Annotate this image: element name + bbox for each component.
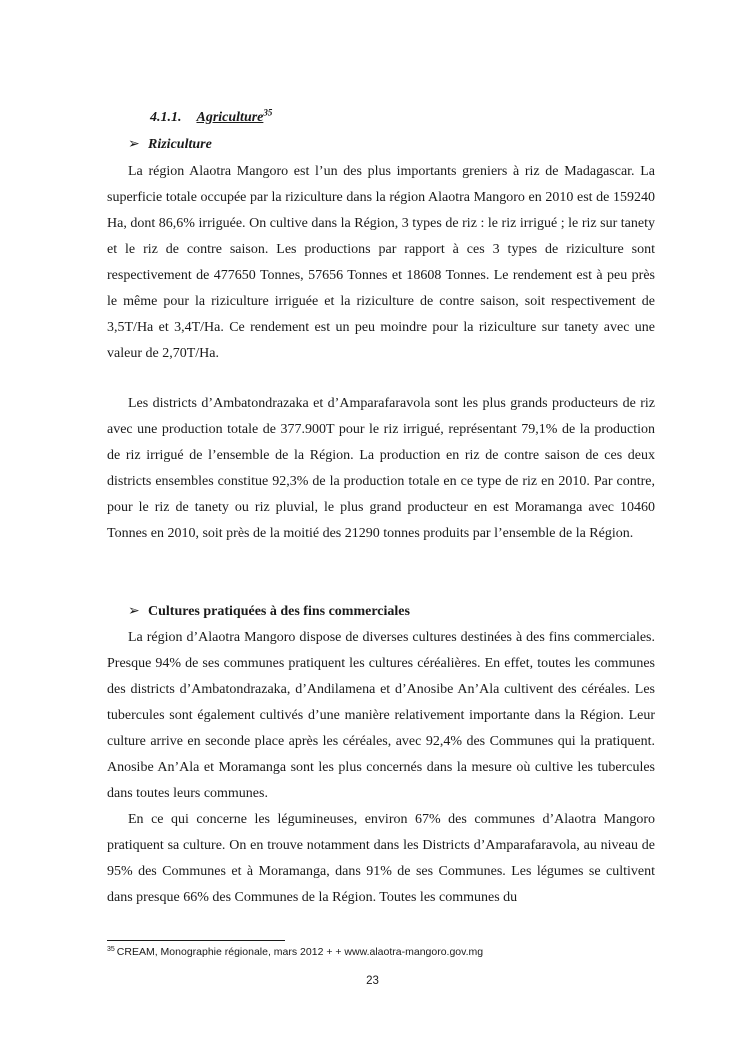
footnote-reference[interactable]: 35: [263, 107, 273, 118]
footnote-text: CREAM, Monographie régionale, mars 2012 + + www.alaotra-mangoro.gov.mg: [116, 946, 484, 958]
page-number: 23: [366, 975, 379, 987]
bullet-cultures-label: Cultures pratiquées à des fins commerciales: [148, 604, 410, 619]
section-number: 4.1.1.: [150, 110, 182, 125]
arrow-bullet-icon: ➢: [128, 604, 140, 619]
paragraph-riziculture-intro: La région Alaotra Mangoro est l’un des plus importants greniers à riz de Madagascar. La superficie totale occupée par la riziculture dans la région Alaotra Mangoro en 2010 est de 159240 Ha, dont 86,6% irriguée. On cultive dans la Région, 3 types de riz : le riz irrigué ; le riz sur tanety et le riz de contre saison. Les productions par rapport à ces 3 types de riziculture sont respectivement de 477650 Tonnes, 57656 Tonnes et 18608 Tonnes. Le rendement est à peu près le même pour la riziculture irriguée et la riziculture de contre saison, soit respectivement de 3,5T/Ha et 3,4T/Ha. Ce rendement est un peu moindre pour la riziculture sur tanety avec une valeur de 2,70T/Ha.: [107, 164, 655, 361]
bullet-cultures-commerciales: [128, 603, 410, 620]
arrow-bullet-icon: ➢: [128, 137, 140, 152]
bullet-riziculture-label: Riziculture: [148, 137, 212, 152]
section-title: Agriculture: [196, 110, 264, 125]
section-heading: [150, 107, 273, 126]
footnote: [107, 946, 483, 958]
footnote-separator: [107, 940, 285, 941]
paragraph-cultures-cerealieres: La région d’Alaotra Mangoro dispose de diverses cultures destinées à des fins commerciales. Presque 94% de ses communes pratiquent les cultures céréalières. En effet, toutes les communes des districts d’Ambatondrazaka, d’Andilamena et d’Anosibe An’Ala cultivent des céréales. Les tubercules sont également cultivés d’une manière relativement importante dans la Région. Leur culture arrive en seconde place après les céréales, avec 92,4% des Communes qui la pratiquent. Anosibe An’Ala et Moramanga sont les plus concernés dans la mesure où cultive les tubercules dans toutes leurs communes.: [107, 630, 655, 801]
bullet-riziculture: [128, 136, 212, 153]
paragraph-legumineuses: En ce qui concerne les légumineuses, environ 67% des communes d’Alaotra Mangoro pratiquent sa culture. On en trouve notamment dans les Districts d’Amparafaravola, au niveau de 95% des Communes et à Moramanga, dans 91% de ses Communes. Les légumes se cultivent dans presque 66% des Communes de la Région. Toutes les communes du: [107, 812, 655, 905]
paragraph-districts-production: Les districts d’Ambatondrazaka et d’Amparafaravola sont les plus grands producteurs de riz avec une production totale de 377.900T pour le riz irrigué, représentant 79,1% de la production de riz irrigué de l’ensemble de la Région. La production en riz de contre saison de ces deux districts ensembles constitue 92,3% de la production totale en ce type de riz en 2010. Par contre, pour le riz de tanety ou riz pluvial, le plus grand producteur en est Moramanga avec 10460 Tonnes en 2010, soit près de la moitié des 21290 tonnes produits par l’ensemble de la Région.: [107, 396, 655, 541]
footnote-number: 35: [107, 945, 115, 953]
